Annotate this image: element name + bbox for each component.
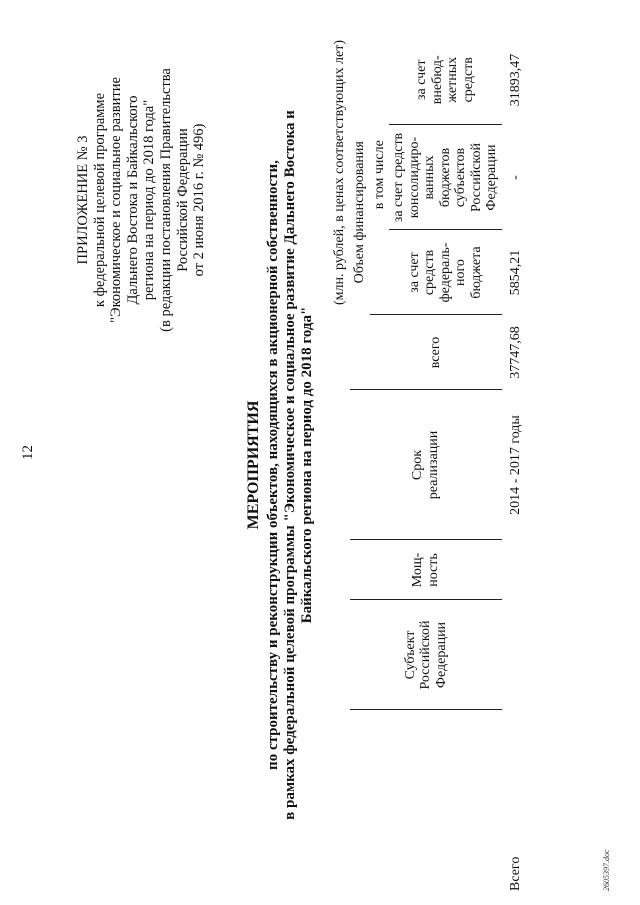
row-extrabudget: 31893,47 (507, 53, 523, 107)
page-number: 12 (20, 445, 36, 460)
appendix-line: от 2 июня 2016 г. № 496) (191, 123, 208, 277)
funding-table (350, 35, 525, 895)
header-total: всего (370, 315, 502, 390)
header-federal: за счет средств федераль- ного бюджета (389, 230, 502, 315)
header-capacity: Мощ- ность (350, 540, 502, 600)
header-period: Срок реализации (350, 390, 502, 540)
footer-filename: 2605397.doc (602, 849, 611, 891)
appendix-line: Российской Федерации (174, 128, 191, 272)
header-extrabudget: за счет внебюд- жетных средств (389, 35, 502, 125)
header-subject: Субъект Российской Федерации (350, 600, 502, 710)
row-period: 2014 - 2017 годы (507, 415, 523, 515)
header-consolidated: за счет средств консолидиро- ванных бюджетов субъектов Российской Федерации (389, 125, 502, 230)
appendix-line: "Экономическое и социальное развитие (108, 77, 125, 323)
header-including: в том числе (370, 35, 390, 315)
header-empty (350, 710, 502, 895)
heading-line: по строительству и реконструкции объектов, находящихся в акционерной собственности, (265, 160, 281, 770)
appendix-line: к федеральной целевой программе (91, 92, 108, 308)
row-consolidated: - (507, 175, 523, 180)
heading-line: Байкальского региона на период до 2018 года" (299, 306, 315, 624)
appendix-line: (в редакции постановления Правительства (157, 68, 174, 332)
row-federal: 5854,21 (507, 249, 523, 296)
appendix-block (75, 35, 208, 365)
row-subject (502, 600, 526, 710)
heading-line: в рамках федеральной целевой программы "Экономическое и социальное развитие Дальнего Востока и (282, 110, 298, 820)
appendix-line: региона на период до 2018 года" (141, 99, 158, 301)
appendix-line: Дальнего Востока и Байкальского (124, 95, 141, 305)
table-row (502, 35, 526, 895)
row-total: 37747,68 (507, 326, 523, 379)
header-funding: Объем финансирования (350, 35, 370, 390)
heading-main: МЕРОПРИЯТИЯ (245, 400, 262, 530)
units-note: (млн. рублей, в ценах соответствующих лет) (332, 40, 347, 305)
row-capacity (502, 540, 526, 600)
appendix-title: ПРИЛОЖЕНИЕ № 3 (75, 135, 91, 265)
row-label: Всего (507, 856, 523, 891)
document-heading (245, 105, 316, 825)
